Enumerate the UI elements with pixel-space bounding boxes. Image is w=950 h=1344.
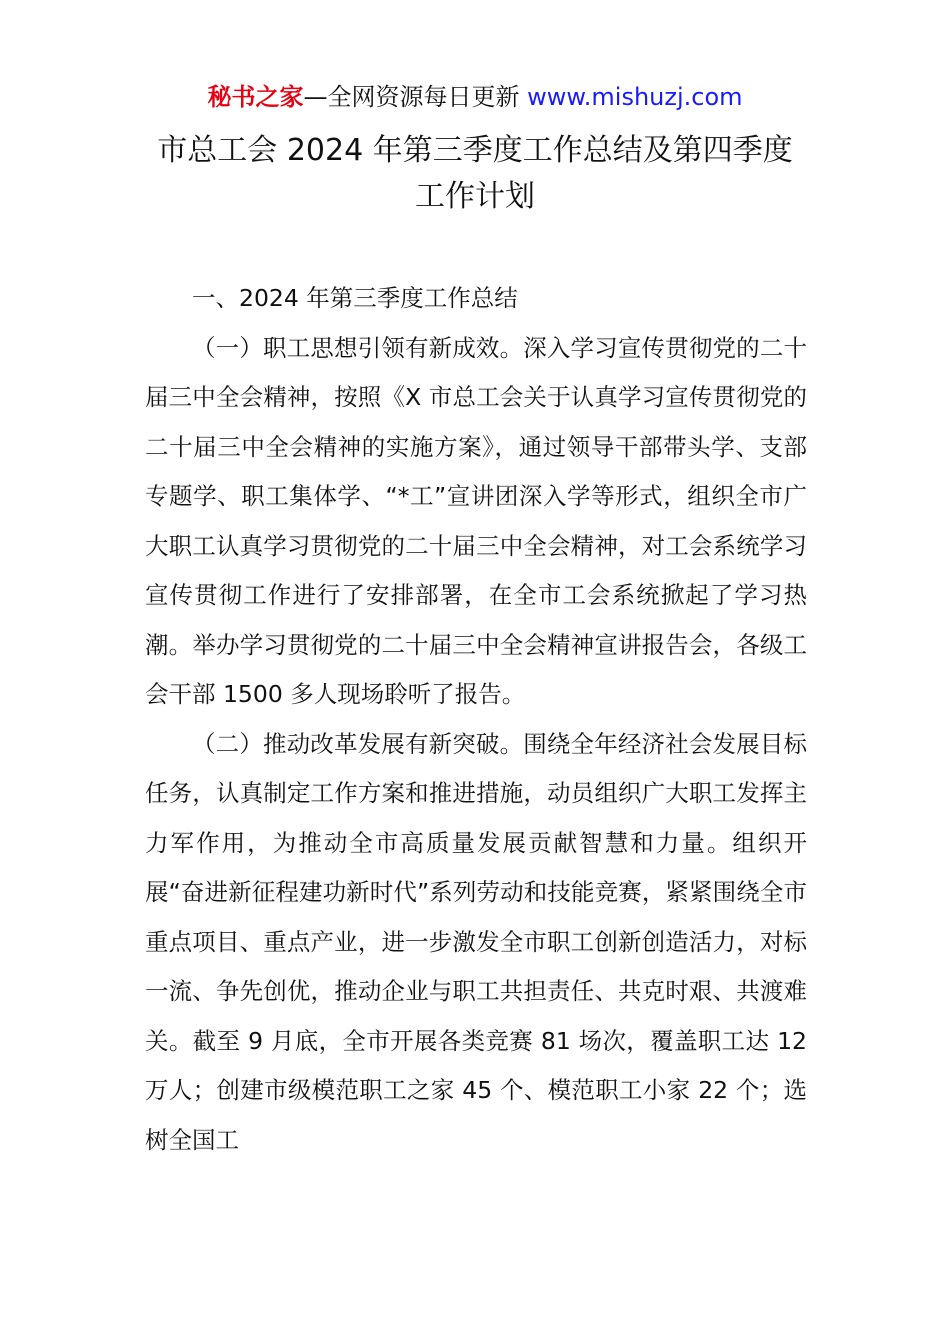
paragraph-1: （一）职工思想引领有新成效。深入学习宣传贯彻党的二十届三中全会精神，按照《X 市总工会关于认真学习宣传贯彻党的二十届三中全会精神的实施方案》，通过领导干部带头学、支部专题学、职工集体学、“*工”宣讲团深入学等形式，组织全市广大职工认真学习贯彻党的二十届三中全会精神，对工会系统学习宣传贯彻工作进行了安排部署，在全市工会系统掀起了学习热潮。举办学习贯彻党的二十届三中全会精神宣讲报告会，各级工会干部 1500 多人现场聆听了报告。 (145, 333, 807, 708)
site-url-link[interactable]: www.mishuzj.com (527, 83, 743, 111)
paragraph-2: （二）推动改革发展有新突破。围绕全年经济社会发展目标任务，认真制定工作方案和推进措施，动员组织广大职工发挥主力军作用，为推动全市高质量发展贡献智慧和力量。组织开展“奋进新征程建功新时代”系列劳动和技能竞赛，紧紧围绕全市重点项目、重点产业，进一步激发全市职工创新创造活力，对标一流、争先创优，推动企业与职工共担责任、共克时艰、共渡难关。截至 9 月底，全市开展各类竞赛 81 场次，覆盖职工达 12 万人；创建市级模范职工之家 45 个、模范职工小家 22 个；选树全国工 (145, 729, 807, 1154)
document-title (0, 128, 950, 220)
document-body (145, 274, 807, 1165)
site-tagline: —全网资源每日更新 (303, 83, 528, 111)
document-title-line-1: 市总工会 2024 年第三季度工作总结及第四季度 (157, 133, 793, 168)
site-header (0, 80, 950, 114)
document-title-line-2: 工作计划 (415, 179, 535, 214)
section-heading: 一、2024 年第三季度工作总结 (192, 284, 518, 312)
site-name: 秘书之家 (207, 83, 304, 111)
